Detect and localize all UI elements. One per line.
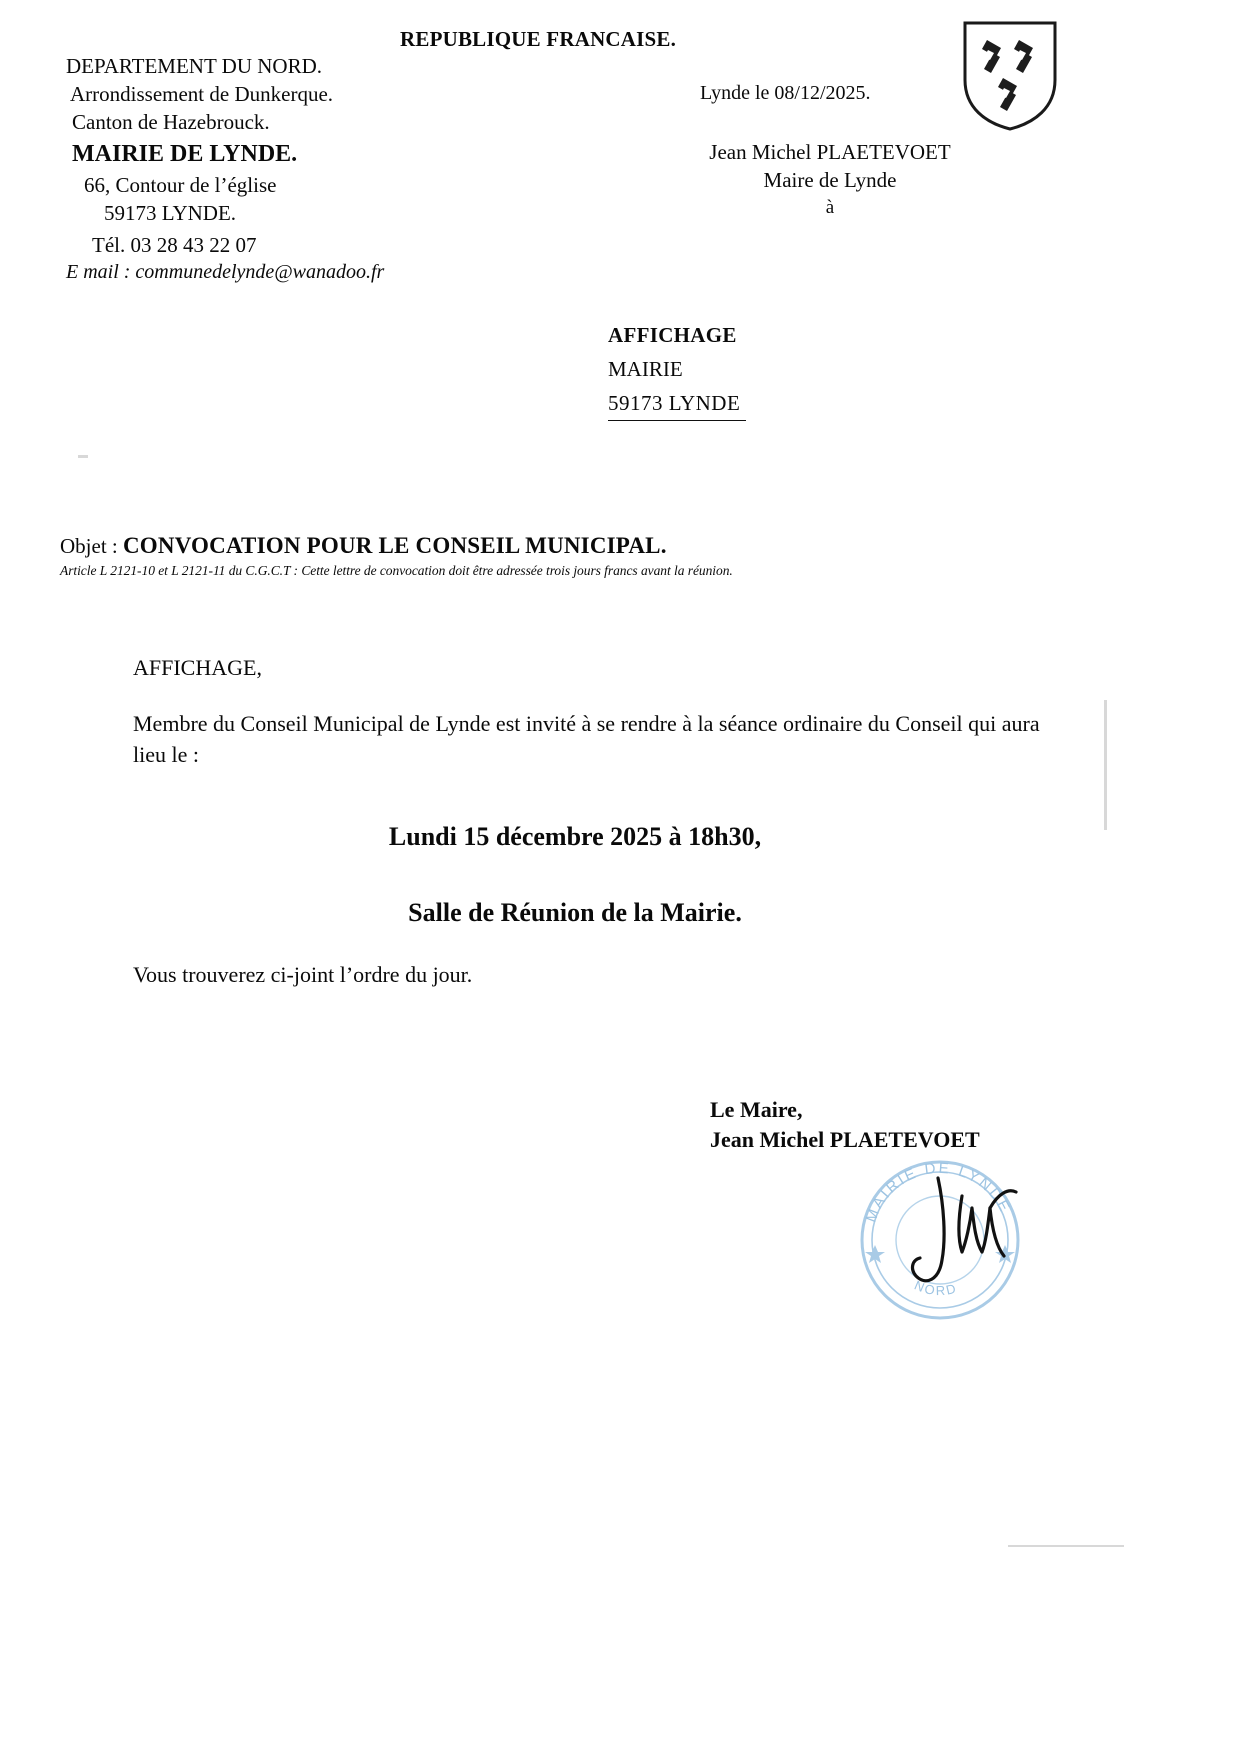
salutation: AFFICHAGE, <box>133 655 262 680</box>
phone-line: Tél. 03 28 43 22 07 <box>92 232 257 257</box>
scan-artifact <box>1104 700 1107 830</box>
recipient-line-1: AFFICHAGE <box>608 323 737 347</box>
canton-line: Canton de Hazebrouck. <box>72 110 270 135</box>
recipient-block <box>608 318 746 421</box>
scan-artifact <box>1008 1545 1124 1547</box>
subject-line <box>60 533 667 559</box>
body-paragraph-2: Vous trouverez ci-joint l’ordre du jour. <box>133 962 473 987</box>
mairie-title: MAIRIE DE LYNDE. <box>72 141 298 168</box>
meeting-place: Salle de Réunion de la Mairie. <box>408 898 742 927</box>
coat-of-arms-icon <box>962 20 1058 132</box>
signature-name: Jean Michel PLAETEVOET <box>710 1127 980 1153</box>
signature-title: Le Maire, <box>710 1097 803 1122</box>
recipient-line-3: 59173 LYNDE <box>608 386 746 421</box>
issuer-to-marker: à <box>825 196 835 218</box>
subject-label: Objet : <box>60 534 118 558</box>
svg-text:MAIRIE DE LYNDE: MAIRIE DE LYNDE <box>862 1159 1014 1225</box>
issuer-name: Jean Michel PLAETEVOET <box>709 140 951 164</box>
issuer-title: Maire de Lynde <box>763 168 897 193</box>
sender-identification-block <box>66 52 486 286</box>
scan-artifact <box>78 455 88 458</box>
meeting-date: Lundi 15 décembre 2025 à 18h30, <box>388 822 762 851</box>
address-line-1: 66, Contour de l’église <box>84 172 277 197</box>
handwritten-signature <box>900 1168 1050 1308</box>
arrondissement-line: Arrondissement de Dunkerque. <box>70 82 334 107</box>
recipient-line-2: MAIRIE <box>608 357 683 382</box>
subject-value: CONVOCATION POUR LE CONSEIL MUNICIPAL. <box>123 533 667 558</box>
email-line: E mail : communedelynde@wanadoo.fr <box>66 260 385 283</box>
address-line-2: 59173 LYNDE. <box>104 200 237 225</box>
body-paragraph-1: Membre du Conseil Municipal de Lynde est invité à se rendre à la séance ordinaire du Conseil qui aura lieu le : <box>133 711 1040 768</box>
date-line: Lynde le 08/12/2025. <box>700 82 871 104</box>
republic-heading: REPUBLIQUE FRANCAISE. <box>400 27 677 51</box>
department-line: DEPARTEMENT DU NORD. <box>66 54 323 78</box>
issuer-block <box>680 138 980 220</box>
legal-reference-note: Article L 2121-10 et L 2121-11 du C.G.C.T : Cette lettre de convocation doit être adressée trois jours francs avant la réunion. <box>60 563 733 578</box>
svg-text:NORD: NORD <box>912 1277 960 1299</box>
